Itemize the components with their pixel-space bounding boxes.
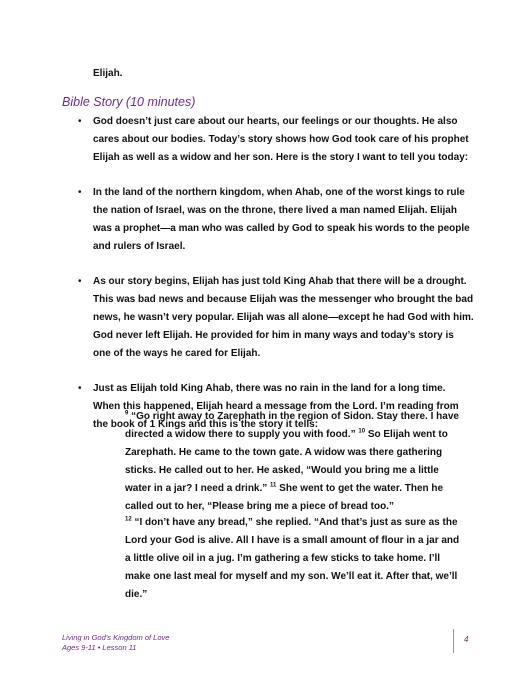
bullet-icon: • (78, 187, 82, 198)
footer-title: Living in God’s Kingdom of Love (62, 633, 170, 642)
verse-text: “I don’t have any bread,” she replied. “And that’s just as sure as the Lord your God is alive. All I have is a small amount of flour in a jar and a little olive oil in a jug. I’m gathering a few sticks to take home. I’ll make one last meal for myself and my son. We’ll eat it. After that, we’ll die.” (125, 517, 460, 600)
verse-number: 9 (125, 410, 129, 417)
bullet-icon: • (78, 116, 82, 127)
bullet-text: God doesn’t just care about our hearts, our feelings or our thoughts. He also cares about our bodies. Today’s story shows how God took care of his prophet Elijah as well as a widow and her son. Here is the story I want to tell you today: (93, 116, 469, 163)
list-item (78, 184, 474, 256)
continuation-text: Elijah. (93, 68, 123, 79)
verse-text: So Elijah went to Zarephath. He came to the town gate. A widow was there gathering sticks. He called out to her. He asked, “Would you bring me a little water in a jar? I need a drink.” (125, 429, 448, 494)
list-item (78, 113, 474, 167)
footer-divider (453, 629, 454, 653)
bullet-text: Just as Elijah told King Ahab, there was no rain in the land for a long time. When this happened, Elijah heard a message from the Lord. I’m reading from the book of 1 Kings and this is the story it tells: (93, 383, 459, 430)
verse-text: She went to get the water. Then he called out to her, “Please bring me a piece of bread too.” (125, 483, 444, 512)
footer-subtitle: Ages 9-11 • Lesson 11 (62, 643, 137, 652)
bullet-text: In the land of the northern kingdom, when Ahab, one of the worst kings to rule the nation of Israel, was on the throne, there lived a man named Elijah. Elijah was a prophet—a man who was called by God to speak his words to the people and rulers of Israel. (93, 187, 470, 252)
page-number: 4 (464, 635, 469, 644)
list-item (78, 273, 474, 363)
verse-number: 11 (270, 482, 277, 489)
bullet-icon: • (78, 276, 82, 287)
bullet-list (78, 113, 474, 451)
bullet-icon: • (78, 383, 82, 394)
footer (62, 633, 169, 653)
scripture-quote-2 (125, 514, 465, 604)
verse-text: “Go right away to Zarephath in the region of Sidon. Stay there. I have directed a widow there to supply you with food.” (125, 411, 459, 440)
section-heading: Bible Story (10 minutes) (62, 95, 196, 109)
bullet-text: As our story begins, Elijah has just told King Ahab that there will be a drought. This was bad news and because Elijah was the messenger who brought the bad news, he wasn’t very popular. Elijah was all alone—except he had God with him. God never left Elijah. He provided for him in many ways and today’s story is one of the ways he cared for Elijah. (93, 276, 474, 359)
verse-number: 12 (125, 516, 132, 523)
scripture-quote-1 (125, 408, 465, 516)
verse-number: 10 (358, 428, 366, 435)
